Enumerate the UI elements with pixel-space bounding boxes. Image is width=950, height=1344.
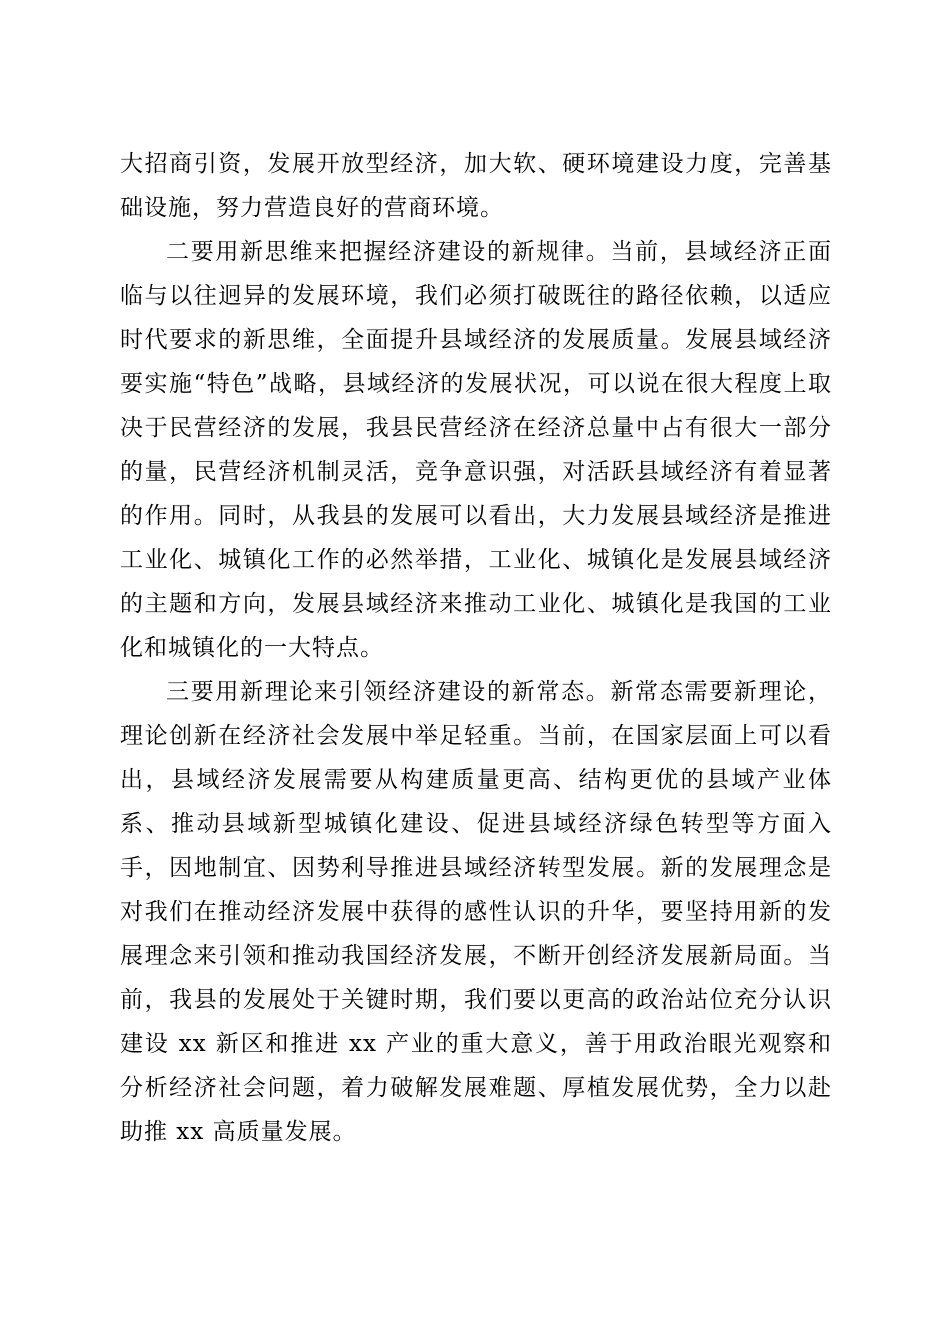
paragraph-new-theory: 三要用新理论来引领经济建设的新常态。新常态需要新理论，理论创新在经济社会发展中举足轻重。当前，在国家层面上可以看出，县域经济发展需要从构建质量更高、结构更优的县域产业体系、推动县域新型城镇化建设、促进县域经济绿色转型等方面入手，因地制宜、因势利导推进县域经济转型发展。新的发展理念是对我们在推动经济发展中获得的感性认识的升华，要坚持用新的发展理念来引领和推动我国经济发展，不断开创经济发展新局面。当前，我县的发展处于关键时期，我们要以更高的政治站位充分认识建设 xx 新区和推进 xx 产业的重大意义，善于用政治眼光观察和分析经济社会问题，着力破解发展难题、厚植发展优势，全力以赴助推 xx 高质量发展。 (120, 679, 832, 1145)
paragraph-continuation: 大招商引资，发展开放型经济，加大软、硬环境建设力度，完善基础设施，努力营造良好的营商环境。 (120, 151, 832, 221)
paragraph-new-thinking: 二要用新思维来把握经济建设的新规律。当前，县域经济正面临与以往迥异的发展环境，我们必须打破既往的路径依赖，以适应时代要求的新思维，全面提升县域经济的发展质量。发展县域经济要实施“特色”战略，县域经济的发展状况，可以说在很大程度上取决于民营经济的发展，我县民营经济在经济总量中占有很大一部分的量，民营经济机制灵活，竞争意识强，对活跃县域经济有着显著的作用。同时，从我县的发展可以看出，大力发展县域经济是推进工业化、城镇化工作的必然举措，工业化、城镇化是发展县域经济的主题和方向，发展县域经济来推动工业化、城镇化是我国的工业化和城镇化的一大特点。 (120, 239, 832, 661)
document-body (120, 142, 832, 1154)
